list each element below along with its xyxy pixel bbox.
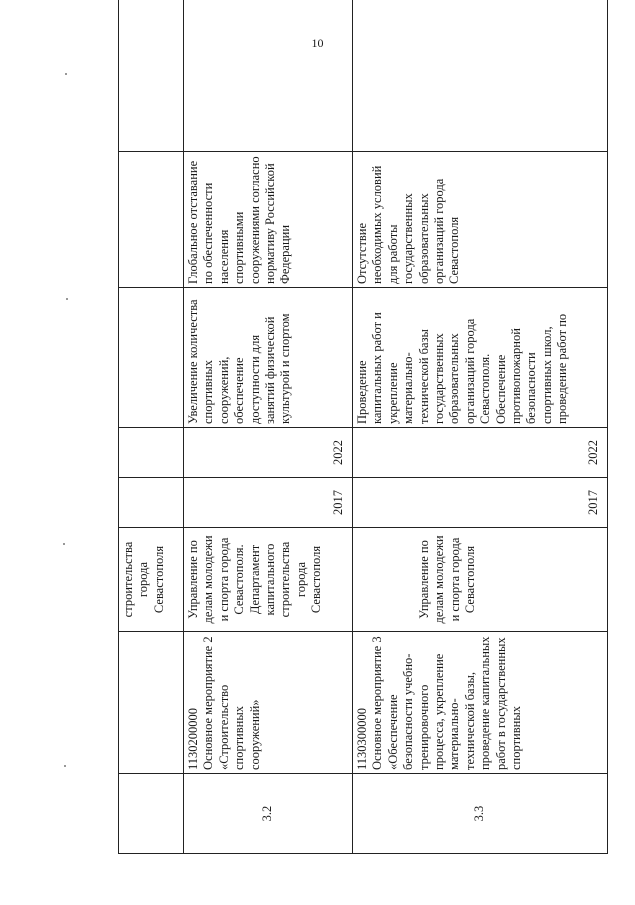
scan-speck (65, 73, 67, 75)
scan-speck (64, 765, 66, 767)
cell-org-text: Управление по делам молодежи и спорта города Севастополя (417, 535, 478, 624)
cell-extra (184, 0, 353, 152)
activities-table (118, 0, 608, 854)
table-row (353, 0, 608, 854)
cell-activity (353, 632, 608, 774)
cell-num: 3.3 (353, 774, 608, 854)
cell-org (353, 528, 608, 632)
cell-org: Управление по делам молодежи и спорта города Севастополя. Департамент капитального строительства города Севастополя (184, 528, 353, 632)
cell-extra (119, 0, 184, 152)
cell-result: Проведение капитальных работ и укрепление материально-технической базы государственных образовательных организаций города Севастополя. Обеспечение противопожарной безопасности спортивных школ, проведение работ по (353, 288, 608, 428)
table-row (184, 0, 353, 854)
cell-activity-text: Основное мероприятие 2 «Строительство спортивных сооружений» (201, 636, 262, 770)
cell-num: 3.2 (184, 774, 353, 854)
cell-end (119, 428, 184, 478)
cell-consequence: Глобальное отставание по обеспеченности населения спортивными сооружениями согласно нормативу Российской Федерации (184, 152, 353, 288)
rotated-table-wrapper (118, 74, 600, 854)
cell-end: 2022 (184, 428, 353, 478)
cell-num (119, 774, 184, 854)
cell-start: 2017 (353, 478, 608, 528)
cell-activity-text: Основное мероприятие 3 «Обеспечение безопасности учебно-тренировочного процесса, укрепление материально-технической базы, проведение капитальных работ в государственных спортивных (370, 636, 524, 770)
cell-org: строительства города Севастополя (119, 528, 184, 632)
scan-speck (66, 298, 68, 300)
cell-consequence (119, 152, 184, 288)
scan-speck (63, 543, 65, 545)
page-number: 10 (311, 36, 324, 50)
cell-extra (353, 0, 608, 152)
table-row-continuation (119, 0, 184, 854)
cell-start (119, 478, 184, 528)
cell-activity (184, 632, 353, 774)
cell-result: Увеличение количества спортивных сооружений, обеспечение доступности для занятий физической культурой и спортом (184, 288, 353, 428)
cell-code: 1130300000 (355, 707, 369, 770)
cell-result (119, 288, 184, 428)
cell-end: 2022 (353, 428, 608, 478)
cell-code: 1130200000 (186, 707, 200, 770)
cell-activity (119, 632, 184, 774)
cell-consequence: Отсутствие необходимых условий для работы государственных образовательных организаций города Севастополя (353, 152, 608, 288)
cell-start: 2017 (184, 478, 353, 528)
